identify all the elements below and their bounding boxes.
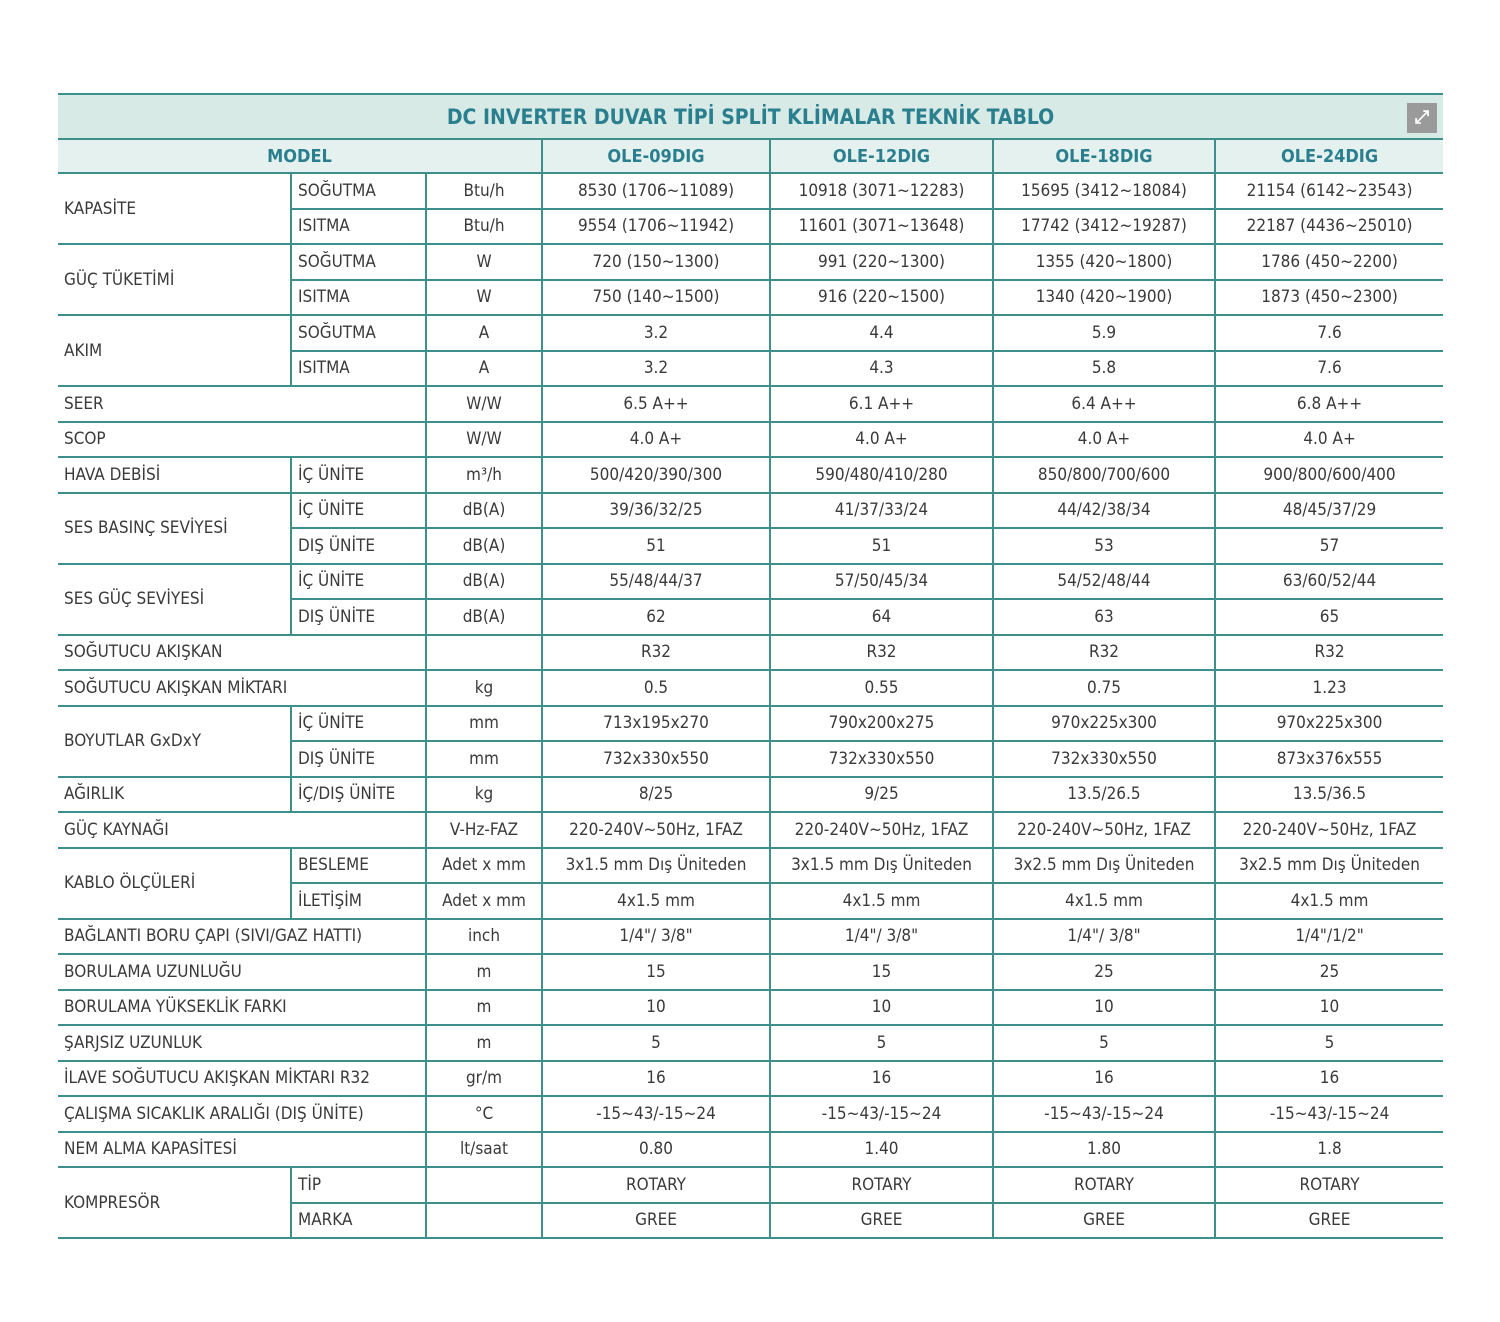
value-cell: 3.2 [542,351,770,387]
value-cell: 62 [542,599,770,635]
value-cell: 11601 (3071~13648) [770,209,993,245]
value-cell: 732x330x550 [770,741,993,777]
value-cell: 9/25 [770,777,993,813]
value-cell: 1/4"/1/2" [1215,919,1443,955]
value-cell: 8/25 [542,777,770,813]
table-row [58,457,1443,493]
value-cell: ROTARY [770,1167,993,1203]
unit-cell: V-Hz-FAZ [426,812,542,848]
sub-label: İLETİŞİM [291,883,426,919]
sub-label: SOĞUTMA [291,244,426,280]
value-cell: ROTARY [542,1167,770,1203]
value-cell: 0.80 [542,1132,770,1168]
value-cell: 3.2 [542,315,770,351]
value-cell: 22187 (4436~25010) [1215,209,1443,245]
sub-label: İÇ/DIŞ ÜNİTE [291,777,426,813]
unit-cell [426,1167,542,1203]
value-cell: R32 [542,635,770,671]
unit-cell: Adet x mm [426,848,542,884]
value-cell: GREE [770,1203,993,1239]
value-cell: 10918 (3071~12283) [770,173,993,209]
param-label: AKIM [58,315,291,386]
param-label: ÇALIŞMA SICAKLIK ARALIĞI (DIŞ ÜNİTE) [58,1096,426,1132]
value-cell: 64 [770,599,993,635]
table-row [58,954,1443,990]
param-label: SEER [58,386,426,422]
value-cell: 220-240V~50Hz, 1FAZ [1215,812,1443,848]
unit-cell: Adet x mm [426,883,542,919]
value-cell: 5 [993,1025,1215,1061]
value-cell: 57/50/45/34 [770,564,993,600]
value-cell: 13.5/26.5 [993,777,1215,813]
param-label: ŞARJSIZ UZUNLUK [58,1025,426,1061]
param-label: HAVA DEBİSİ [58,457,291,493]
value-cell: 220-240V~50Hz, 1FAZ [770,812,993,848]
sub-label: MARKA [291,1203,426,1239]
sub-label: SOĞUTMA [291,315,426,351]
model-label: MODEL [58,139,542,173]
param-label: KOMPRESÖR [58,1167,291,1238]
sub-label: İÇ ÜNİTE [291,493,426,529]
value-cell: -15~43/-15~24 [770,1096,993,1132]
value-cell: 713x195x270 [542,706,770,742]
value-cell: 63 [993,599,1215,635]
value-cell: 16 [1215,1061,1443,1097]
value-cell: 10 [770,990,993,1026]
sub-label: SOĞUTMA [291,173,426,209]
value-cell: 1/4"/ 3/8" [542,919,770,955]
value-cell: 970x225x300 [1215,706,1443,742]
unit-cell: kg [426,777,542,813]
value-cell: 5 [770,1025,993,1061]
table-row [58,173,1443,209]
value-cell: 4x1.5 mm [1215,883,1443,919]
value-cell: 4.0 A+ [542,422,770,458]
unit-cell [426,635,542,671]
value-cell: 1340 (420~1900) [993,280,1215,316]
value-cell: 500/420/390/300 [542,457,770,493]
value-cell: 1.23 [1215,670,1443,706]
value-cell: 3x2.5 mm Dış Üniteden [993,848,1215,884]
sub-label: BESLEME [291,848,426,884]
model-header: OLE-18DIG [993,139,1215,173]
value-cell: R32 [993,635,1215,671]
value-cell: 57 [1215,528,1443,564]
param-label: SOĞUTUCU AKIŞKAN MİKTARI [58,670,426,706]
value-cell: 4.0 A+ [770,422,993,458]
table-row [58,493,1443,529]
table-row [58,1132,1443,1168]
value-cell: 1.40 [770,1132,993,1168]
value-cell: 4x1.5 mm [993,883,1215,919]
spec-table [58,93,1443,1239]
unit-cell: m [426,1025,542,1061]
unit-cell: lt/saat [426,1132,542,1168]
value-cell: 25 [1215,954,1443,990]
value-cell: ROTARY [993,1167,1215,1203]
value-cell: 15 [770,954,993,990]
value-cell: 6.5 A++ [542,386,770,422]
param-label: KAPASİTE [58,173,291,244]
title-row [58,94,1443,139]
value-cell: 51 [542,528,770,564]
unit-cell [426,1203,542,1239]
value-cell: 1.80 [993,1132,1215,1168]
table-row [58,635,1443,671]
value-cell: 720 (150~1300) [542,244,770,280]
value-cell: 17742 (3412~19287) [993,209,1215,245]
param-label: İLAVE SOĞUTUCU AKIŞKAN MİKTARI R32 [58,1061,426,1097]
unit-cell: mm [426,741,542,777]
param-label: BAĞLANTI BORU ÇAPI (SIVI/GAZ HATTI) [58,919,426,955]
value-cell: 15 [542,954,770,990]
table-row [58,564,1443,600]
param-label: BORULAMA UZUNLUĞU [58,954,426,990]
value-cell: 8530 (1706~11089) [542,173,770,209]
value-cell: 790x200x275 [770,706,993,742]
value-cell: R32 [770,635,993,671]
unit-cell: Btu/h [426,209,542,245]
sub-label: DIŞ ÜNİTE [291,741,426,777]
value-cell: 13.5/36.5 [1215,777,1443,813]
value-cell: 6.4 A++ [993,386,1215,422]
unit-cell: inch [426,919,542,955]
unit-cell: dB(A) [426,564,542,600]
value-cell: 4.0 A+ [1215,422,1443,458]
value-cell: ROTARY [1215,1167,1443,1203]
value-cell: 750 (140~1500) [542,280,770,316]
value-cell: 5 [542,1025,770,1061]
sub-label: İÇ ÜNİTE [291,564,426,600]
value-cell: 0.5 [542,670,770,706]
value-cell: 10 [542,990,770,1026]
table-row [58,670,1443,706]
sub-label: İÇ ÜNİTE [291,706,426,742]
unit-cell: dB(A) [426,493,542,529]
value-cell: 4.4 [770,315,993,351]
value-cell: 15695 (3412~18084) [993,173,1215,209]
unit-cell: dB(A) [426,528,542,564]
value-cell: 1355 (420~1800) [993,244,1215,280]
value-cell: 9554 (1706~11942) [542,209,770,245]
sub-label: DIŞ ÜNİTE [291,599,426,635]
param-label: SES GÜÇ SEVİYESİ [58,564,291,635]
model-header-row [58,139,1443,173]
unit-cell: A [426,315,542,351]
model-header: OLE-12DIG [770,139,993,173]
value-cell: 4.3 [770,351,993,387]
sub-label: İÇ ÜNİTE [291,457,426,493]
value-cell: 48/45/37/29 [1215,493,1443,529]
value-cell: 732x330x550 [993,741,1215,777]
value-cell: 41/37/33/24 [770,493,993,529]
param-label: GÜÇ TÜKETİMİ [58,244,291,315]
table-title: DC INVERTER DUVAR TİPİ SPLİT KLİMALAR TEKNİK TABLO [446,104,1055,129]
value-cell: GREE [542,1203,770,1239]
table-row [58,386,1443,422]
table-row [58,848,1443,884]
value-cell: 3x1.5 mm Dış Üniteden [542,848,770,884]
value-cell: 970x225x300 [993,706,1215,742]
value-cell: 25 [993,954,1215,990]
value-cell: -15~43/-15~24 [542,1096,770,1132]
value-cell: 0.55 [770,670,993,706]
table-row [58,812,1443,848]
value-cell: 63/60/52/44 [1215,564,1443,600]
param-label: KABLO ÖLÇÜLERİ [58,848,291,919]
value-cell: 5.8 [993,351,1215,387]
unit-cell: m [426,954,542,990]
table-row [58,919,1443,955]
value-cell: 55/48/44/37 [542,564,770,600]
value-cell: 7.6 [1215,351,1443,387]
value-cell: 732x330x550 [542,741,770,777]
param-label: NEM ALMA KAPASİTESİ [58,1132,426,1168]
value-cell: 7.6 [1215,315,1443,351]
value-cell: 16 [993,1061,1215,1097]
value-cell: 873x376x555 [1215,741,1443,777]
table-row [58,1025,1443,1061]
value-cell: 39/36/32/25 [542,493,770,529]
value-cell: 53 [993,528,1215,564]
sub-label: ISITMA [291,280,426,316]
unit-cell: Btu/h [426,173,542,209]
value-cell: 220-240V~50Hz, 1FAZ [542,812,770,848]
value-cell: 5.9 [993,315,1215,351]
value-cell: R32 [1215,635,1443,671]
value-cell: GREE [993,1203,1215,1239]
value-cell: 44/42/38/34 [993,493,1215,529]
value-cell: 65 [1215,599,1443,635]
unit-cell: W [426,280,542,316]
sub-label: TİP [291,1167,426,1203]
value-cell: 6.8 A++ [1215,386,1443,422]
unit-cell: °C [426,1096,542,1132]
value-cell: 54/52/48/44 [993,564,1215,600]
unit-cell: gr/m [426,1061,542,1097]
expand-icon[interactable]: ⤢ [1407,103,1437,133]
unit-cell: m³/h [426,457,542,493]
value-cell: 0.75 [993,670,1215,706]
value-cell: 850/800/700/600 [993,457,1215,493]
value-cell: GREE [1215,1203,1443,1239]
unit-cell: mm [426,706,542,742]
table-row [58,706,1443,742]
table-title-cell [58,94,1443,139]
value-cell: 51 [770,528,993,564]
value-cell: 220-240V~50Hz, 1FAZ [993,812,1215,848]
value-cell: 10 [1215,990,1443,1026]
table-row [58,315,1443,351]
unit-cell: dB(A) [426,599,542,635]
value-cell: 21154 (6142~23543) [1215,173,1443,209]
value-cell: 1/4"/ 3/8" [993,919,1215,955]
value-cell: 4x1.5 mm [770,883,993,919]
table-row [58,777,1443,813]
value-cell: 590/480/410/280 [770,457,993,493]
value-cell: -15~43/-15~24 [993,1096,1215,1132]
model-header: OLE-09DIG [542,139,770,173]
value-cell: 3x2.5 mm Dış Üniteden [1215,848,1443,884]
value-cell: 4.0 A+ [993,422,1215,458]
unit-cell: W/W [426,422,542,458]
sub-label: ISITMA [291,351,426,387]
value-cell: 916 (220~1500) [770,280,993,316]
param-label: SCOP [58,422,426,458]
unit-cell: W [426,244,542,280]
param-label: AĞIRLIK [58,777,291,813]
param-label: BORULAMA YÜKSEKLİK FARKI [58,990,426,1026]
sub-label: DIŞ ÜNİTE [291,528,426,564]
value-cell: 1786 (450~2200) [1215,244,1443,280]
value-cell: 16 [542,1061,770,1097]
value-cell: 4x1.5 mm [542,883,770,919]
value-cell: 10 [993,990,1215,1026]
value-cell: 991 (220~1300) [770,244,993,280]
value-cell: 3x1.5 mm Dış Üniteden [770,848,993,884]
table-row [58,990,1443,1026]
param-label: BOYUTLAR GxDxY [58,706,291,777]
unit-cell: kg [426,670,542,706]
table-row [58,1167,1443,1203]
value-cell: 6.1 A++ [770,386,993,422]
param-label: SES BASINÇ SEVİYESİ [58,493,291,564]
value-cell: 1.8 [1215,1132,1443,1168]
unit-cell: W/W [426,386,542,422]
sub-label: ISITMA [291,209,426,245]
value-cell: 1/4"/ 3/8" [770,919,993,955]
table-row [58,1096,1443,1132]
table-row [58,1061,1443,1097]
unit-cell: m [426,990,542,1026]
value-cell: 16 [770,1061,993,1097]
value-cell: 900/800/600/400 [1215,457,1443,493]
value-cell: -15~43/-15~24 [1215,1096,1443,1132]
value-cell: 1873 (450~2300) [1215,280,1443,316]
unit-cell: A [426,351,542,387]
model-header: OLE-24DIG [1215,139,1443,173]
table-row [58,244,1443,280]
table-row [58,422,1443,458]
value-cell: 5 [1215,1025,1443,1061]
param-label: SOĞUTUCU AKIŞKAN [58,635,426,671]
param-label: GÜÇ KAYNAĞI [58,812,426,848]
